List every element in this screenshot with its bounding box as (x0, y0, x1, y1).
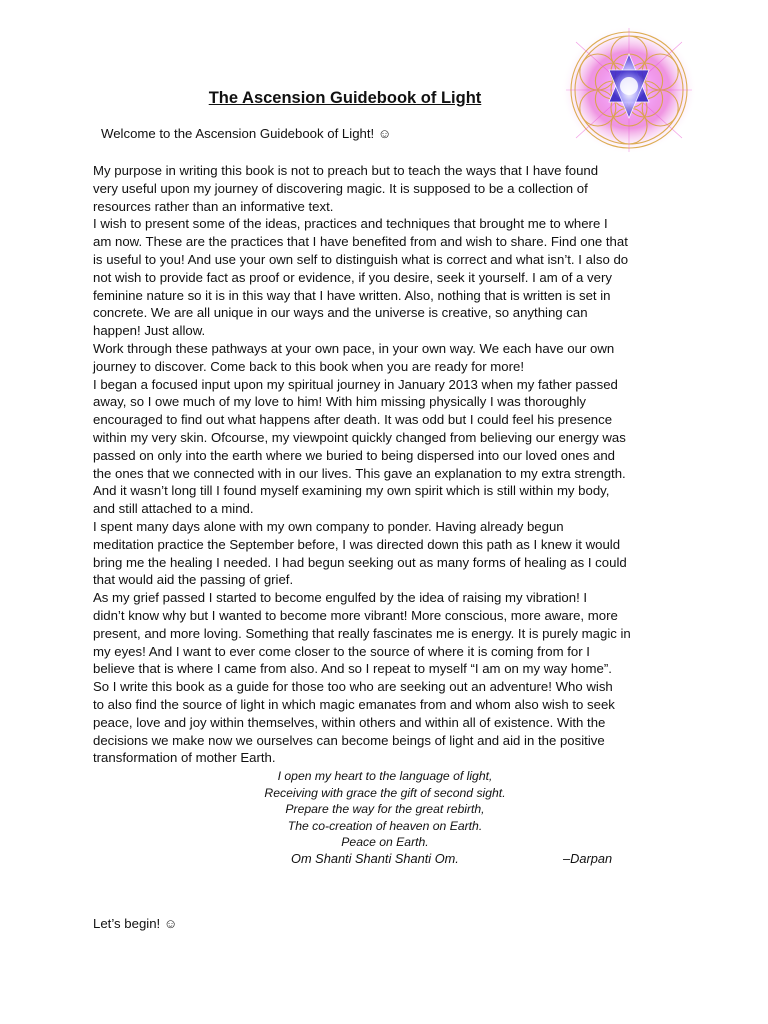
welcome-line: Welcome to the Ascension Guidebook of Light! ☺ (101, 126, 392, 141)
body-line: So I write this book as a guide for those too who are seeking out an adventure! Who wish (93, 679, 613, 695)
body-line: Work through these pathways at your own pace, in your own way. We each have our own (93, 340, 615, 356)
body-line: resources rather than an informative text. (93, 198, 334, 214)
body-line: concrete. We are all unique in our ways and the universe is creative, so anything can (93, 305, 588, 321)
body-line: present, and more loving. Something that really fascinates me is energy. It is purely magic in (93, 625, 631, 641)
body-line: decisions we make now we ourselves can become beings of light and aid in the positive (93, 732, 605, 748)
body-line: and still attached to a mind. (93, 501, 254, 517)
body-line: is useful to you! And use your own self to distinguish what is correct and what isn’t. I also do (93, 251, 629, 267)
poem-line: Receiving with grace the gift of second sight. (264, 785, 506, 800)
body-line: feminine nature so it is in this way that I have written. Also, nothing that is written is set in (93, 287, 611, 303)
body-line: away, so I owe much of my love to him! With him missing physically I was thoroughly (93, 394, 586, 410)
body-line: not wish to provide fact as proof or evidence, if you desire, seek it yourself. I am of a very (93, 269, 612, 285)
poem (200, 768, 570, 851)
poem-closing-mantra: Om Shanti Shanti Shanti Om. (291, 851, 459, 866)
body-line: am now. These are the practices that I have benefited from and wish to share. Find one that (93, 234, 628, 250)
body-line: the ones that we connected with in our lives. This gave an explanation to my extra strength. (93, 465, 626, 481)
document-title: The Ascension Guidebook of Light (208, 89, 482, 107)
body-line: to also find the source of light in which magic emanates from and whom also wish to seek (93, 696, 615, 712)
body-line: journey to discover. Come back to this book when you are ready for more! (93, 358, 525, 374)
poem-line: The co-creation of heaven on Earth. (287, 818, 483, 833)
body-line: encouraged to find out what happens after death. It was odd but I could feel his presence (93, 412, 613, 428)
body-line: peace, love and joy within themselves, within others and within all of existence. With the (93, 714, 606, 730)
body-line: my eyes! And I want to ever come closer to the source of where it is coming from for I (93, 643, 590, 659)
body-line: And it wasn’t long till I found myself examining my own spirit which is still within my body, (93, 483, 610, 499)
body-line: didn’t know why but I wanted to become more vibrant! More conscious, more aware, more (93, 607, 618, 623)
poem-line: I open my heart to the language of light, (277, 769, 493, 783)
poem-line: Peace on Earth. (341, 835, 429, 850)
body-line: I spent many days alone with my own company to ponder. Having already begun (93, 518, 564, 534)
closing-line: Let’s begin! ☺ (93, 916, 178, 931)
body-line: meditation practice the September before, I was directed down this path as I knew it would (93, 536, 621, 552)
body-line: very useful upon my journey of discovering magic. It is supposed to be a collection of (93, 180, 588, 196)
body-line: I wish to present some of the ideas, practices and techniques that brought me to where I (93, 216, 608, 232)
body-line: that would aid the passing of grief. (93, 572, 294, 588)
body-line: believe that is where I came from also. And so I repeat to myself “I am on my way home”. (93, 661, 612, 677)
body-line: bring me the healing I needed. I had begun seeking out as many forms of healing as I could (93, 554, 627, 570)
body-line: within my very skin. Ofcourse, my viewpoint quickly changed from believing our energy was (93, 429, 626, 445)
poem-line: Prepare the way for the great rebirth, (285, 802, 485, 817)
author-signature: –Darpan (563, 851, 613, 866)
body-line: happen! Just allow. (93, 323, 206, 339)
body-line: I began a focused input upon my spiritual journey in January 2013 when my father passed (93, 376, 618, 392)
body-line: passed on only into the earth where we buried to being dispersed into our loved ones and (93, 447, 615, 463)
body-text (93, 162, 683, 767)
body-line: transformation of mother Earth. (93, 750, 276, 766)
body-line: My purpose in writing this book is not to preach but to teach the ways that I have found (93, 163, 599, 178)
body-line: As my grief passed I started to become engulfed by the idea of raising my vibration! I (93, 590, 588, 606)
